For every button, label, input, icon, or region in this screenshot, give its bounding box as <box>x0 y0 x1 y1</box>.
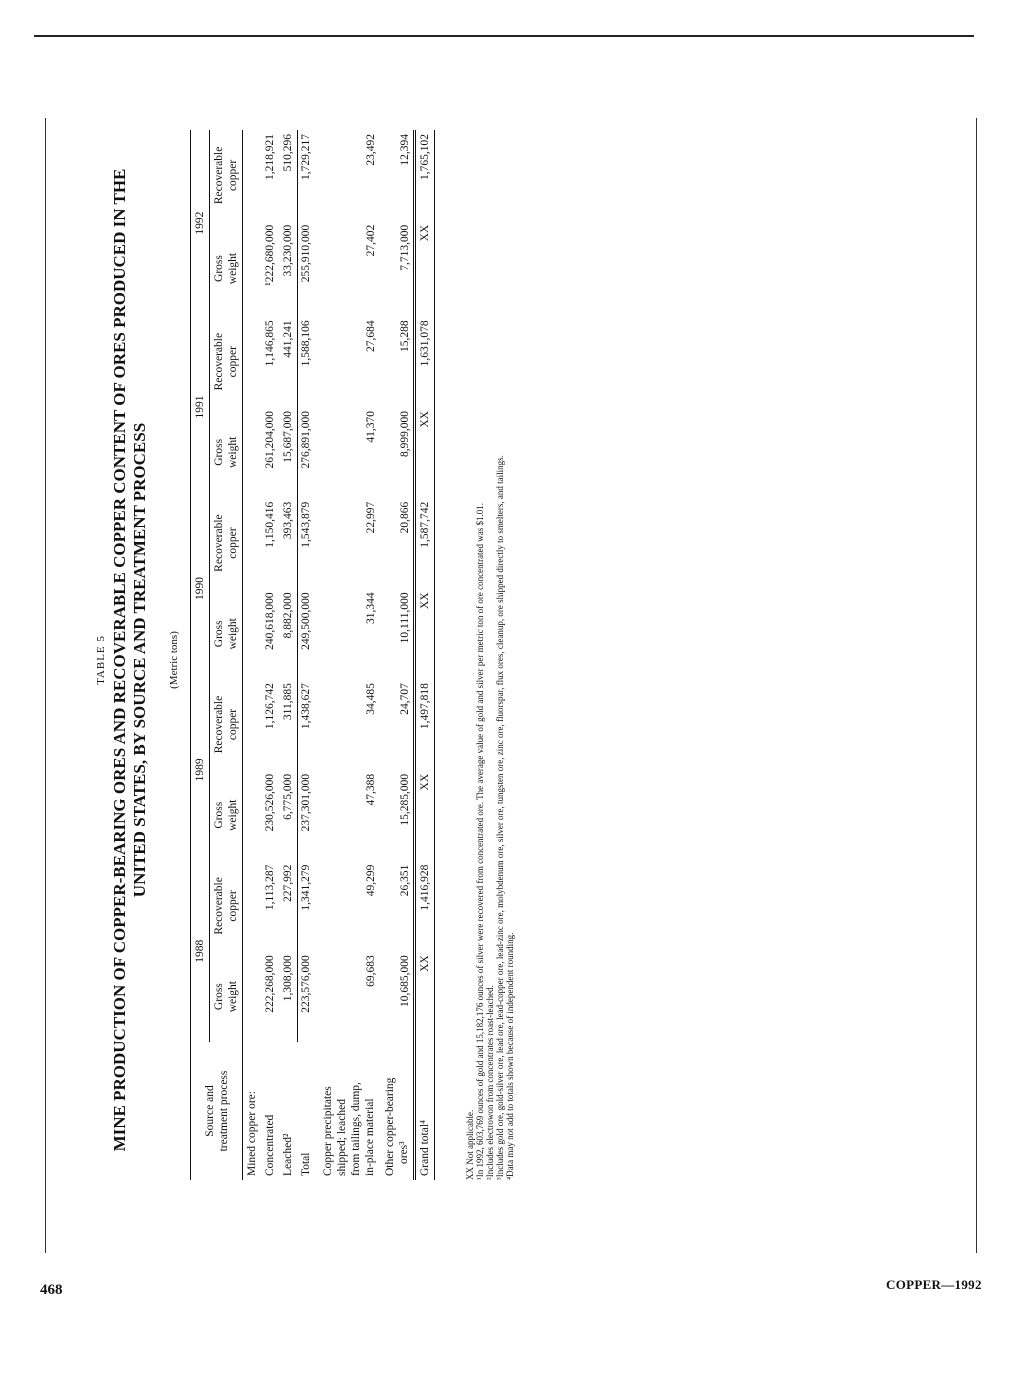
table-cell: 1,341,279 <box>297 861 315 952</box>
table-cell: 1,150,416 <box>264 501 276 548</box>
table-cell: 249,500,000 <box>297 588 315 679</box>
recoverable-copper-header <box>210 498 243 589</box>
table-cell: 69,683 <box>365 955 377 987</box>
year-header: 1990 <box>191 498 210 679</box>
table-cell: ¹222,680,000 <box>264 224 276 286</box>
year-header: 1988 <box>191 861 210 1042</box>
table-cell: 1,438,627 <box>297 679 315 770</box>
table-cell: 10,111,000 <box>399 592 411 644</box>
table-cell: 237,301,000 <box>297 770 315 861</box>
row-label-other <box>379 1042 415 1180</box>
gross-weight-header <box>210 770 243 861</box>
recov-header-line-2: copper <box>227 890 239 922</box>
table-cell: 1,218,921 <box>264 134 276 180</box>
footnote: ²Includes electrowon from concentrates roast-leached. <box>485 985 495 1180</box>
table-cell: 1,308,000 <box>281 955 294 1002</box>
recoverable-copper-header <box>210 316 243 407</box>
table-cell: 510,296 <box>281 134 294 172</box>
other-label-line-2: ores³ <box>398 1141 410 1164</box>
gross-header-line-1: Gross <box>213 438 225 466</box>
footnotes <box>465 130 515 1180</box>
table-cell: 20,866 <box>399 501 411 534</box>
table-cell: 10,685,000 <box>399 955 411 1008</box>
year-header: 1992 <box>191 130 210 316</box>
recov-header-line-2: copper <box>227 159 239 192</box>
table-cell: 23,492 <box>365 134 377 166</box>
table-title-line-2: UNITED STATES, BY SOURCE AND TREATMENT PROCESS <box>130 422 149 898</box>
year-header-row <box>191 130 210 1180</box>
table-cell: 49,299 <box>365 864 377 897</box>
table-cell: 22,997 <box>365 501 377 534</box>
gross-header-line-1: Gross <box>213 983 225 1011</box>
table-row <box>261 130 279 1180</box>
footnote: ⁴Data may not add to totals shown because of independent rounding. <box>505 932 515 1180</box>
row-label-concentrated: Concentrated <box>264 1114 276 1176</box>
table-cell: 227,992 <box>281 864 294 902</box>
table-cell: 1,416,928 <box>415 861 435 952</box>
gross-weight-header <box>210 588 243 679</box>
table-cell: 1,146,865 <box>264 320 276 367</box>
recov-header-line-2: copper <box>227 708 239 741</box>
column-header-row <box>210 130 243 1180</box>
table-cell: 222,268,000 <box>264 955 276 1013</box>
precip-label-line-2: shipped; leached <box>336 1099 348 1176</box>
table-cell: 8,999,000 <box>399 411 411 457</box>
table-cell: XX <box>415 588 435 679</box>
table-cell: 24,707 <box>399 683 411 715</box>
table-row <box>243 130 262 1180</box>
footnote: ³Includes gold ore, gold-silver ore, lead ore, lead-copper ore, lead-zinc ore, molybdenum ore, silver ore, tungsten ore, zinc ore, fluorspar, flux ores, cleanup, ore shipped directly to smelters, and tailings. <box>495 455 505 1180</box>
table-cell: 223,576,000 <box>297 951 315 1042</box>
gross-header-line-1: Gross <box>213 620 225 648</box>
table-cell: 1,765,102 <box>415 130 435 221</box>
table-cell: 15,288 <box>399 320 411 352</box>
other-label-line-1: Other copper-bearing <box>384 1077 396 1176</box>
recov-header-line-1: Recoverable <box>213 695 225 754</box>
recoverable-copper-header <box>210 861 243 952</box>
empty-cell <box>243 130 262 1042</box>
gross-header-line-2: weight <box>227 799 239 831</box>
recov-header-line-2: copper <box>227 346 239 378</box>
table-number: TABLE 5 <box>95 635 107 685</box>
right-margin-rule <box>976 118 977 1253</box>
gross-header-line-2: weight <box>227 436 239 469</box>
table-cell: 311,885 <box>281 683 294 721</box>
gross-header-line-2: weight <box>227 252 239 285</box>
row-label-precipitates <box>315 1042 379 1180</box>
recoverable-copper-header <box>210 130 243 221</box>
table-row <box>379 130 415 1180</box>
table-cell: 34,485 <box>365 683 377 715</box>
year-header: 1989 <box>191 679 210 860</box>
table-cell: XX <box>415 407 435 498</box>
rotated-table-page <box>90 120 530 1200</box>
source-header <box>191 1042 243 1180</box>
table-cell: 15,285,000 <box>399 773 411 826</box>
table-title <box>110 120 150 1200</box>
table-cell: 47,388 <box>365 773 377 806</box>
table-cell: 26,351 <box>399 864 411 897</box>
year-header: 1991 <box>191 316 210 497</box>
table-cell: 1,113,287 <box>264 864 276 911</box>
row-label-mined: Mined copper ore: <box>246 1091 258 1176</box>
running-head: COPPER—1992 <box>886 1277 982 1292</box>
recov-header-line-1: Recoverable <box>213 514 225 572</box>
table-cell: 41,370 <box>365 411 377 443</box>
table-title-line-1: MINE PRODUCTION OF COPPER-BEARING ORES AND RECOVERABLE COPPER CONTENT OF ORES PRODUCED IN THE <box>110 168 129 1152</box>
table-cell: 31,344 <box>365 592 377 625</box>
table-cell: 12,394 <box>399 134 411 166</box>
table-cell: 441,241 <box>281 320 294 358</box>
precip-label-line-1: Copper precipitates <box>322 1086 334 1176</box>
table-units: (Metric tons) <box>168 631 180 689</box>
precip-label-line-4: in-place material <box>364 1098 376 1176</box>
source-header-line-2: treatment process <box>217 1070 230 1152</box>
gross-weight-header <box>210 221 243 317</box>
recov-header-line-1: Recoverable <box>213 332 225 391</box>
recov-header-line-1: Recoverable <box>213 877 225 935</box>
table-cell: XX <box>415 221 435 317</box>
table-cell: 1,543,879 <box>297 498 315 589</box>
page-number: 468 <box>40 1282 63 1298</box>
row-label-leached: Leached² <box>282 1133 294 1176</box>
table-cell: 1,497,818 <box>415 679 435 770</box>
table-cell: 393,463 <box>281 501 294 540</box>
table-cell: XX <box>415 770 435 861</box>
recoverable-copper-header <box>210 679 243 770</box>
table-cell: 8,882,000 <box>281 592 294 639</box>
table-cell: 255,910,000 <box>297 221 315 317</box>
gross-header-line-1: Gross <box>213 801 225 829</box>
table-cell: 1,588,106 <box>297 316 315 407</box>
production-table <box>190 130 435 1180</box>
table-row <box>297 130 315 1180</box>
table-row <box>279 130 297 1180</box>
table-cell: 33,230,000 <box>281 224 294 277</box>
table-cell: 1,126,742 <box>264 683 276 730</box>
gross-header-line-2: weight <box>227 618 239 650</box>
table-row <box>415 130 435 1180</box>
table-cell: 1,587,742 <box>415 498 435 589</box>
table-cell: 230,526,000 <box>264 773 276 832</box>
footnote: XX Not applicable. <box>465 1109 475 1180</box>
precip-label-line-3: from tailings, dump, <box>350 1082 362 1176</box>
footnote: ¹In 1992, 603,769 ounces of gold and 15,182,176 ounces of silver were recovered from concentrated ore. The average value of gold and silver per metric ton of ore concentrated was $1.01. <box>475 502 485 1180</box>
table-cell: 6,775,000 <box>281 773 294 820</box>
source-header-line-1: Source and <box>203 1085 216 1137</box>
gross-header-line-2: weight <box>227 980 239 1013</box>
table-cell: 1,729,217 <box>297 130 315 221</box>
table-cell: 7,713,000 <box>399 224 411 271</box>
top-rule <box>34 35 974 37</box>
table-cell: 240,618,000 <box>264 592 276 650</box>
recov-header-line-2: copper <box>227 527 239 559</box>
table-cell: 1,631,078 <box>415 316 435 407</box>
gross-weight-header <box>210 407 243 498</box>
recov-header-line-1: Recoverable <box>213 146 225 205</box>
row-label-total: Total <box>300 1152 312 1176</box>
gross-weight-header <box>210 951 243 1042</box>
left-margin-rule <box>45 118 46 1253</box>
table-cell: 15,687,000 <box>281 411 294 463</box>
table-cell: 27,402 <box>365 224 377 257</box>
table-cell: 27,684 <box>365 320 377 352</box>
gross-header-line-1: Gross <box>213 255 225 282</box>
row-label-grand-total: Grand total⁴ <box>415 1042 435 1180</box>
table-cell: 261,204,000 <box>264 411 276 469</box>
table-cell: 276,891,000 <box>297 407 315 498</box>
table-row <box>315 130 379 1180</box>
table-cell: XX <box>415 951 435 1042</box>
